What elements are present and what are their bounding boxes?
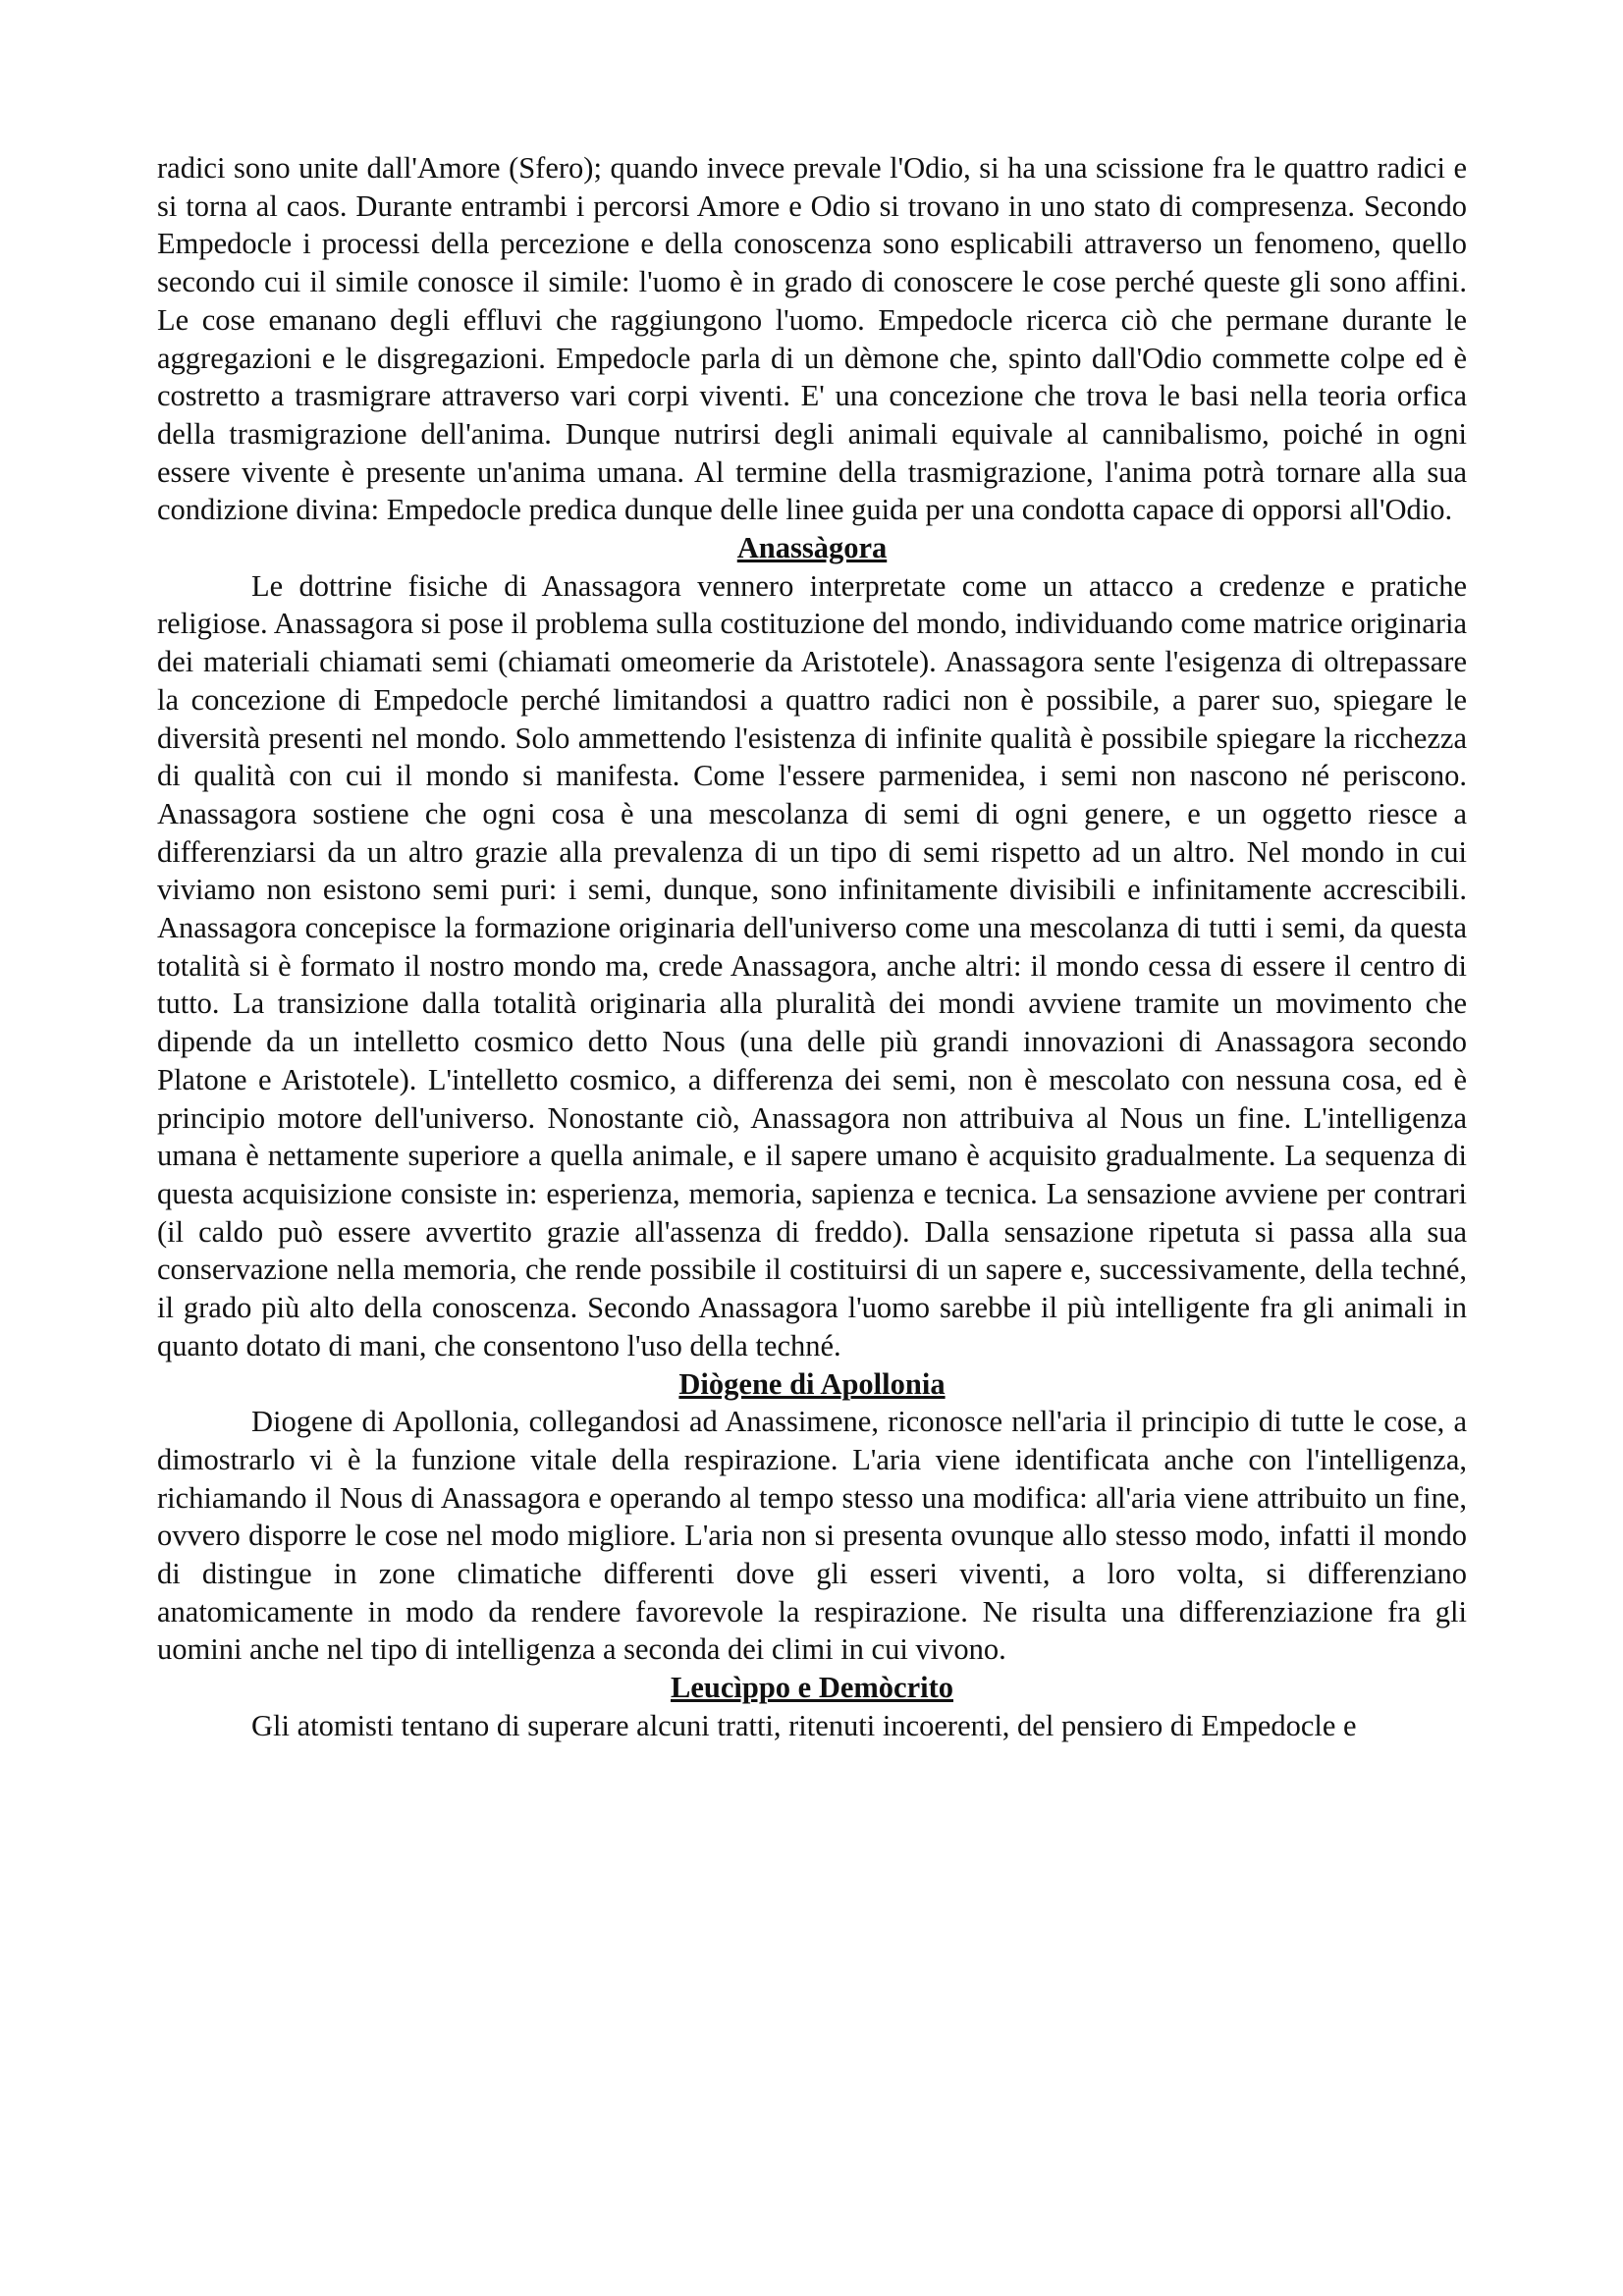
paragraph-diogene-di-apollonia: Diogene di Apollonia, collegandosi ad Anassimene, riconosce nell'aria il principio di tutte le cose, a dimostrarlo vi è la funzione vitale della respirazione. L'aria viene identificata anche con l'intelligenza, richiamando il Nous di Anassagora e operando al tempo stesso una modifica: all'aria viene attribuito un fine, ovvero disporre le cose nel modo migliore. L'aria non si presenta ovunque allo stesso modo, infatti il mondo di distingue in zone climatiche differenti dove gli esseri viventi, a loro volta, si differenziano anatomicamente in modo da rendere favorevole la respirazione. Ne risulta una differenziazione fra gli uomini anche nel tipo di intelligenza a seconda dei climi in cui vivono. [157, 1405, 1467, 1667]
heading-leucippo-e-democrito: Leucìppo e Demòcrito [671, 1671, 953, 1705]
heading-diogene-di-apollonia: Diògene di Apollonia [678, 1366, 946, 1401]
intro-paragraph: radici sono unite dall'Amore (Sfero); quando invece prevale l'Odio, si ha una scissione fra le quattro radici e si torna al caos. Durante entrambi i percorsi Amore e Odio si trovano in uno stato di compresenza. Secondo Empedocle i processi della percezione e della conoscenza sono esplicabili attraverso un fenomeno, quello secondo cui il simile conosce il simile: l'uomo è in grado di conoscere le cose perché queste gli sono affini. Le cose emanano degli effluvi che raggiungono l'uomo. Empedocle ricerca ciò che permane durante le aggregazioni e le disgregazioni. Empedocle parla di un dèmone che, spinto dall'Odio commette colpe ed è costretto a trasmigrare attraverso vari corpi viventi. E' una concezione che trova le basi nella teoria orfica della trasmigrazione dell'anima. Dunque nutrirsi degli animali equivale al cannibalismo, poiché in ogni essere vivente è presente un'anima umana. Al termine della trasmigrazione, l'anima potrà tornare alla sua condizione divina: Empedocle predica dunque delle linee guida per una condotta capace di opporsi all'Odio. [157, 151, 1467, 527]
paragraph-leucippo-e-democrito: Gli atomisti tentano di superare alcuni tratti, ritenuti incoerenti, del pensiero di Empedocle e [251, 1708, 1357, 1742]
heading-anassagora: Anassàgora [736, 531, 888, 565]
paragraph-anassagora: Le dottrine fisiche di Anassagora vennero interpretate come un attacco a credenze e pratiche religiose. Anassagora si pose il problema sulla costituzione del mondo, individuando come matrice originaria dei materiali chiamati semi (chiamati omeomerie da Aristotele). Anassagora sente l'esigenza di oltrepassare la concezione di Empedocle perché limitandosi a quattro radici non è possibile, a parer suo, spiegare le diversità presenti nel mondo. Solo ammettendo l'esistenza di infinite qualità è possibile spiegare la ricchezza di qualità con cui il mondo si manifesta. Come l'essere parmenidea, i semi non nascono né periscono. Anassagora sostiene che ogni cosa è una mescolanza di semi di ogni genere, e un oggetto riesce a differenziarsi da un altro grazie alla prevalenza di un tipo di semi rispetto ad un altro. Nel mondo in cui viviamo non esistono semi puri: i semi, dunque, sono infinitamente divisibili e infinitamente accrescibili. Anassagora concepisce la formazione originaria dell'universo come una mescolanza di tutti i semi, da questa totalità si è formato il nostro mondo ma, crede Anassagora, anche altri: il mondo cessa di essere il centro di tutto. La transizione dalla totalità originaria alla pluralità dei mondi avviene tramite un movimento che dipende da un intelletto cosmico detto Nous (una delle più grandi innovazioni di Anassagora secondo Platone e Aristotele). L'intelletto cosmico, a differenza dei semi, non è mescolato con nessuna cosa, ed è principio motore dell'universo. Nonostante ciò, Anassagora non attribuiva al Nous un fine. L'intelligenza umana è nettamente superiore a quella animale, e il sapere umano è acquisito gradualmente. La sequenza di questa acquisizione consiste in: esperienza, memoria, sapienza e tecnica. La sensazione avviene per contrari (il caldo può essere avvertito grazie all'assenza di freddo). Dalla sensazione ripetuta si passa alla sua conservazione nella memoria, che rende possibile il costituirsi di un sapere e, successivamente, della techné, il grado più alto della conoscenza. Secondo Anassagora l'uomo sarebbe il più intelligente fra gli animali in quanto dotato di mani, che consentono l'uso della techné. [157, 568, 1467, 1362]
document-content [157, 149, 1467, 1745]
